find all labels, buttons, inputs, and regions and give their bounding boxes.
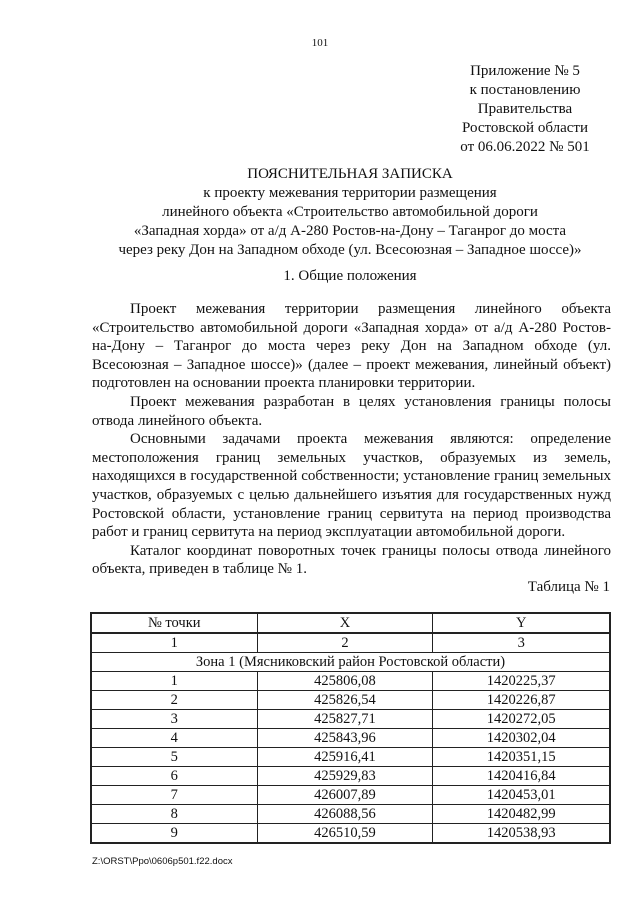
header-y: Y — [433, 613, 610, 633]
zone-label: Зона 1 (Мясниковский район Ростовской области) — [91, 653, 610, 672]
appendix-line: Приложение № 5 — [470, 63, 580, 79]
header-point-number: № точки — [91, 613, 257, 633]
table-caption: Таблица № 1 — [527, 579, 610, 595]
y-value: 1420225,37 — [433, 672, 610, 691]
column-number: 1 — [91, 633, 257, 653]
point-number: 9 — [91, 824, 257, 844]
document-title — [60, 165, 640, 260]
appendix-line: Правительства — [477, 101, 573, 117]
x-value: 425806,08 — [257, 672, 433, 691]
appendix-line: от 06.06.2022 № 501 — [460, 139, 590, 155]
appendix-block — [440, 62, 610, 157]
x-value: 425916,41 — [257, 748, 433, 767]
table-row — [91, 672, 610, 691]
point-number: 8 — [91, 805, 257, 824]
paragraph: Каталог координат поворотных точек границы полосы отвода линейного объекта, приведен в таблице № 1. — [92, 542, 611, 578]
appendix-line: к постановлению — [469, 82, 581, 98]
paragraph: Проект межевания разработан в целях установления границы полосы отвода линейного объекта. — [92, 393, 611, 429]
zone-row — [91, 653, 610, 672]
table-header-row — [91, 613, 610, 633]
table-row — [91, 824, 610, 844]
title-line: к проекту межевания территории размещения — [203, 185, 497, 201]
point-number: 6 — [91, 767, 257, 786]
table-row — [91, 786, 610, 805]
appendix-line: Ростовской области — [462, 120, 588, 136]
y-value: 1420538,93 — [433, 824, 610, 844]
page-number: 101 — [311, 37, 329, 49]
table-row — [91, 748, 610, 767]
y-value: 1420416,84 — [433, 767, 610, 786]
title-line: «Западная хорда» от а/д А-280 Ростов-на-Дону – Таганрог до моста — [133, 223, 567, 239]
y-value: 1420482,99 — [433, 805, 610, 824]
table-row — [91, 805, 610, 824]
x-value: 425843,96 — [257, 729, 433, 748]
column-number: 3 — [433, 633, 610, 653]
section-heading: 1. Общие положения — [283, 268, 417, 284]
table-row — [91, 691, 610, 710]
table-row — [91, 729, 610, 748]
y-value: 1420226,87 — [433, 691, 610, 710]
point-number: 4 — [91, 729, 257, 748]
y-value: 1420351,15 — [433, 748, 610, 767]
y-value: 1420272,05 — [433, 710, 610, 729]
x-value: 426088,56 — [257, 805, 433, 824]
x-value: 425929,83 — [257, 767, 433, 786]
column-number-row — [91, 633, 610, 653]
point-number: 1 — [91, 672, 257, 691]
y-value: 1420453,01 — [433, 786, 610, 805]
point-number: 3 — [91, 710, 257, 729]
table-row — [91, 767, 610, 786]
point-number: 5 — [91, 748, 257, 767]
x-value: 425827,71 — [257, 710, 433, 729]
title-line: через реку Дон на Западном обходе (ул. Всесоюзная – Западное шоссе)» — [118, 242, 582, 258]
title-line: линейного объекта «Строительство автомобильной дороги — [162, 204, 538, 220]
x-value: 426510,59 — [257, 824, 433, 844]
point-number: 7 — [91, 786, 257, 805]
coordinates-table — [90, 612, 611, 844]
point-number: 2 — [91, 691, 257, 710]
paragraph: Основными задачами проекта межевания являются: определение местоположения границ земельных участков, образуемых из земель, находящихся в государственной собственности; установление границ земельных участков, образуемых с целью дальнейшего изъятия для государственных нужд Ростовской области, установление границ сервитута на период производства работ и границ сервитута на период эксплуатации автомобильной дороги. — [92, 431, 611, 541]
column-number: 2 — [257, 633, 433, 653]
table-row — [91, 710, 610, 729]
x-value: 425826,54 — [257, 691, 433, 710]
title-heading: ПОЯСНИТЕЛЬНАЯ ЗАПИСКА — [247, 166, 453, 182]
footer-file-path: Z:\ORST\Ppo\0606p501.f22.docx — [92, 856, 233, 867]
header-x: X — [257, 613, 433, 633]
y-value: 1420302,04 — [433, 729, 610, 748]
x-value: 426007,89 — [257, 786, 433, 805]
paragraph: Проект межевания территории размещения линейного объекта «Строительство автомобильной дороги «Западная хорда» от а/д А-280 Ростов-на-Дону – Таганрог до моста через реку Дон на Западном обходе (ул. Всесоюзная – Западное шоссе)» (далее – проект межевания, линейный объект) подготовлен на основании проекта планировки территории. — [92, 301, 611, 392]
body-text — [92, 300, 611, 579]
